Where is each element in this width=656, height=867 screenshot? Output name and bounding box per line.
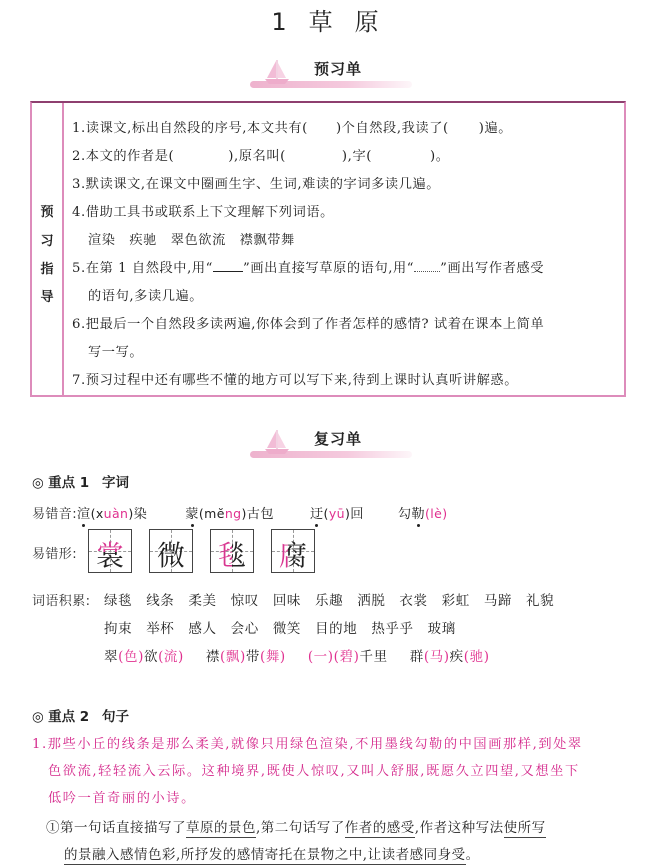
guide-item-5-cont: 的语句,多读几遍。 bbox=[88, 289, 204, 304]
shape-label: 易错形: bbox=[32, 547, 77, 562]
guide-item-2: 2.本文的作者是( ),原名叫( ),字( )。 bbox=[72, 149, 450, 164]
review-heading: 复习单 bbox=[314, 430, 363, 448]
pron-item-1: 渲(xuàn)染 bbox=[77, 507, 147, 522]
answer-underline: 草原的景色 bbox=[186, 820, 256, 836]
pron-item-3: 迂(yū)回 bbox=[310, 507, 364, 522]
pron-item-4: 勾勒(lè) bbox=[398, 507, 448, 522]
review-banner bbox=[250, 424, 420, 464]
char-box bbox=[271, 529, 315, 573]
answer-underline: 使所写 bbox=[503, 820, 546, 836]
guide-item-1: 1.读课文,标出自然段的序号,本文共有( )个自然段,我读了( )遍。 bbox=[72, 121, 513, 136]
sailboat-icon bbox=[262, 58, 292, 86]
pronunciation-row bbox=[32, 503, 448, 522]
side-label-char: 指 bbox=[40, 262, 54, 277]
sailboat-icon bbox=[262, 428, 292, 456]
title-char-1: 草 bbox=[308, 8, 339, 36]
key-point-2-heading: ◎ 重点 2 句子 bbox=[32, 709, 130, 725]
page-title bbox=[0, 2, 656, 37]
preview-guide-box bbox=[30, 101, 626, 397]
vocab-row-3: 翠(色)欲(流) 襟(飘)带(舞) (一)(碧)千里 群(马)疾(驰) bbox=[104, 649, 490, 665]
char-fu: 腐 bbox=[272, 534, 314, 574]
side-label-char: 导 bbox=[40, 290, 54, 305]
answer-underline: 作者的感受 bbox=[344, 820, 415, 836]
char-box bbox=[88, 529, 132, 573]
vocab-label: 词语积累: bbox=[32, 594, 91, 609]
sentence-line-2: 色欲流,轻轻流入云际。这种境界,既使人惊叹,又叫人舒服,既愿久立四望,又想坐下 bbox=[48, 764, 580, 779]
sentence-line-3: 低吟一首奇丽的小诗。 bbox=[48, 791, 196, 806]
shape-label-wrap bbox=[32, 543, 77, 562]
answer-underline: 的景融入感情色彩,所抒发的感情寄托在景物之中,让读者感同身受 bbox=[64, 847, 466, 863]
side-label-char: 预 bbox=[40, 205, 54, 220]
straight-underline-sample bbox=[213, 261, 243, 272]
guide-item-4: 4.借助工具书或联系上下文理解下列词语。 bbox=[72, 205, 334, 220]
wavy-underline-sample bbox=[414, 261, 440, 272]
answer-line-2: 的景融入感情色彩,所抒发的感情寄托在景物之中,让读者感同身受。 bbox=[64, 847, 480, 863]
char-tan: 毯 bbox=[211, 534, 253, 574]
vocab-row-1: 绿毯 线条 柔美 惊叹 回味 乐趣 洒脱 衣裳 彩虹 马蹄 礼貌 bbox=[104, 593, 555, 609]
lesson-number: 1 bbox=[271, 8, 293, 36]
answer-line-1: ①第一句话直接描写了草原的景色,第二句话写了作者的感受,作者这种写法使所写 bbox=[46, 820, 546, 836]
guide-item-6: 6.把最后一个自然段多读两遍,你体会到了作者怎样的感情? 试着在课本上简单 bbox=[72, 317, 545, 332]
key-point-1-heading: ◎ 重点 1 字词 bbox=[32, 475, 130, 491]
char-box bbox=[149, 529, 193, 573]
vocab-label-wrap bbox=[32, 590, 90, 609]
guide-side-label bbox=[32, 103, 64, 395]
char-shang: 裳 bbox=[89, 534, 131, 574]
preview-banner bbox=[250, 54, 420, 94]
pronunciation-label: 易错音: bbox=[32, 507, 77, 522]
vocab-row-2: 拘束 举杯 感人 会心 微笑 目的地 热乎乎 玻璃 bbox=[104, 621, 456, 637]
side-label-char: 习 bbox=[40, 234, 54, 249]
guide-item-7: 7.预习过程中还有哪些不懂的地方可以写下来,待到上课时认真听讲解惑。 bbox=[72, 373, 518, 388]
guide-item-3: 3.默读课文,在课文中圈画生字、生词,难读的字词多读几遍。 bbox=[72, 177, 441, 192]
preview-heading: 预习单 bbox=[314, 60, 363, 78]
guide-item-5: 5.在第 1 自然段中,用“ ”画出直接写草原的语句,用“ ”画出写作者感受 bbox=[72, 261, 545, 276]
sentence-line-1: 1.那些小丘的线条是那么柔美,就像只用绿色渲染,不用墨线勾勒的中国画那样,到处翠 bbox=[32, 737, 583, 752]
guide-item-4-words: 渲染 疾驰 翠色欲流 襟飘带舞 bbox=[88, 233, 295, 248]
guide-item-6-cont: 写一写。 bbox=[88, 345, 144, 360]
title-char-2: 原 bbox=[354, 8, 385, 36]
pron-item-2: 蒙(mĕng)古包 bbox=[185, 507, 274, 522]
char-wei: 微 bbox=[156, 539, 185, 572]
char-box bbox=[210, 529, 254, 573]
